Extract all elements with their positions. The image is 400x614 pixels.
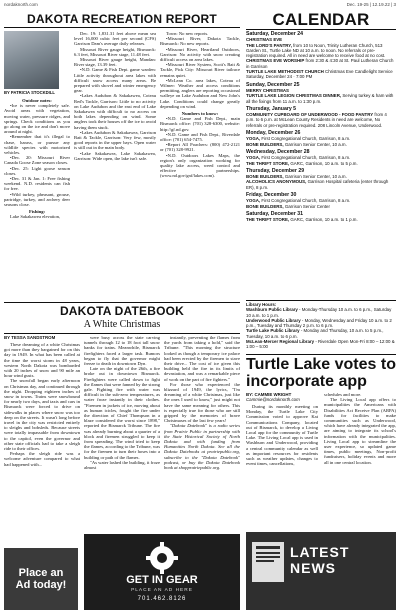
report-item: •Lake Sakakawea, Lake Sakakawea, Garrison: Wide open, the lake isn't safe. bbox=[74, 150, 156, 161]
report-item: •Lakes Audubon & Sakakawea, Coteau Red's Tackle, Garrison: Little to no activity on Lake Audubon and the east end of Lake Sakakawea with difficult to no access on both lakes depending on wind. Some anglers took their houses off the ice to avoid having them stuck. bbox=[74, 93, 156, 130]
divider bbox=[4, 27, 240, 28]
calendar-item: THE LORD'S PANTRY, from 10 to Noon, Trinity Lutheran Church, 513 Garden St., Turtle Lake ND at 10 a.m. to noon. No referrals or pre-registration required. All in need are welcome to receive food at no cost. bbox=[246, 42, 386, 59]
place-ad-box[interactable] bbox=[4, 548, 78, 610]
fishing-title: Fishing: bbox=[28, 209, 46, 215]
report-item: •Missouri River System, Scott's Bait & Tackle, Pick City: Missouri River tailrace remains quiet. bbox=[160, 62, 240, 78]
paragraph: schedules and more. bbox=[324, 392, 362, 397]
note-item: •Remember that it's illegal to chase, harass, or pursue any wildlife species with motorized vehicles. bbox=[4, 134, 70, 156]
calendar-date: Friday, December 30 bbox=[246, 192, 297, 199]
calendar-item: THE THRIFT STORE, GARC, Garrison, 10 a.m. to 5 p.m. bbox=[246, 160, 358, 166]
library-item: Washburn Public Library - Monday-Thursday 10 a.m. to 6 p.m., Saturday 10 a.m. to 1 p.m. bbox=[246, 307, 392, 318]
calendar-item: YOGA, First Congregational Church, Garrison, 8 a.m. bbox=[246, 155, 351, 161]
library-title: Library Hours: bbox=[246, 302, 277, 307]
calendar-item: CHRISTMAS EVE bbox=[246, 37, 283, 43]
issue-info: Dec. 19-25 | 12.19.22 | 3 bbox=[346, 2, 396, 7]
paragraph: were busy across the state carving tunnels through 12 to 18 foot tall snow banks for trains. Meanwhile, Bismarck firefighters faced a larger task. Rumors began to fly that the governor might freeze to death in downtown Dyn. bbox=[84, 335, 160, 367]
datebook-col-1 bbox=[4, 342, 80, 467]
calendar-item: YOGA, First Congregational Church, Garrison, 8 a.m. bbox=[246, 198, 351, 204]
turtle-col-2 bbox=[324, 392, 396, 465]
get-in-gear-ad[interactable] bbox=[84, 534, 240, 610]
note-item: •Ice is never completely safe. Avoid areas with vegetation, moving water, pressure ridges, and springs. Check conditions as you go along on the ice and don't move around at night. bbox=[4, 103, 70, 135]
gear-title: GET IN GEAR bbox=[126, 574, 198, 586]
site-name: nordaknorth.com bbox=[4, 2, 38, 7]
report-item: •Missouri River, Dakota Tackle, Bismarck: No new reports. bbox=[160, 36, 240, 47]
author-photo bbox=[4, 31, 59, 89]
turtle-email[interactable]: Cammie@nordaknorth.com bbox=[246, 397, 300, 403]
report-item: Dec. 19: 1,831.31 feet above mean sea level 16,000 cubic feet per second (CFS) Garrison Dam's average daily releases. bbox=[74, 31, 156, 47]
outdoor-col-3 bbox=[160, 31, 240, 179]
calendar-headline: CALENDAR bbox=[272, 10, 370, 29]
library-item: Turtle Lake Public Library - Monday and Thursday, 10 a.m. to 5 p.m., Tuesday, 10 a.m. to 6 p.m. bbox=[246, 328, 384, 339]
calendar-item: COMMUNITY CUPBOARD OF UNDERWOOD - FOOD PANTRY from 4 p.m. to 6 p.m. at McLean County Residents in need are welcome, No referrals or pre-registration required. 208 Lincoln Avenue, Underwood. bbox=[246, 112, 387, 128]
library-item: McLean-Mercer Regional Library - Riverdale Open Mon-Fri 8:00 – 12:00 & 1:00 – 5:00 bbox=[246, 339, 395, 350]
number-item: •N.D. Outdoors Lakes Maps, the region's only organization working for quality lake access, weed control and effective partnerships. (www.nd.gov/gnf/lakes.com). bbox=[160, 152, 240, 179]
paragraph: The snowfall began early afternoon on Christmas day, and continued through the night. Dropping eighteen inches of snow in towns. Trains were snowbound for nearly two days, and taxis and cars in Bismarck were forced to drive on sidewalks in places where snow was too deep on the streets. It wasn't long before travel in the city was restricted entirely to sleighs and bobsleds. Because streets were totally impassable from downtown to the capitol, even the governor and other state officials had to take a sleigh ride to their offices. bbox=[4, 378, 80, 452]
datebook-headline: DAKOTA DATEBOOK bbox=[59, 304, 185, 318]
turtle-col-1 bbox=[246, 404, 318, 466]
report-item: Town: No new reports. bbox=[166, 31, 209, 36]
calendar-item: BONE BUILDERS, Garrison Senior Center bbox=[246, 203, 330, 209]
paragraph: "As water lashed the building, it froze almost bbox=[84, 459, 160, 471]
numbers-title: Numbers to know: bbox=[181, 111, 219, 117]
page-header bbox=[4, 2, 396, 10]
number-item: •Report All Poachers: (800) 472-2121 or (701) 328-9921. bbox=[160, 142, 240, 153]
outdoor-col-1 bbox=[4, 98, 70, 220]
calendar-date: Thursday, December 29 bbox=[246, 167, 305, 174]
calendar-item: ALCOHOLICS ANONYMOUS, Garrison Hospital cafeteria (enter through ER), 8 p.m. bbox=[246, 179, 389, 190]
fishing-text: Lake Sakakawea elevation, bbox=[10, 214, 61, 220]
paragraph: instantly, preventing the flames from the yards from taking a hold," said the Tribune. "This morning the structure looked as though a temporary ice palace had been erected by the firemen to stave their drive... The cost of ice given this building held the fire in its limits of devastation, and was a remarkable piece of work on the part of fire fighters." bbox=[164, 335, 240, 382]
notes-title: Outdoor notes: bbox=[22, 98, 52, 103]
latest-news-banner[interactable] bbox=[246, 532, 396, 610]
recreation-headline: DAKOTA RECREATION REPORT bbox=[27, 12, 217, 26]
turtle-byline: BY: CAMMIE WRIGHT bbox=[246, 392, 292, 397]
divider bbox=[246, 354, 396, 355]
calendar-date: Saturday, December 31 bbox=[246, 210, 303, 217]
turtle-headline: Turtle Lake votes to incorporate app bbox=[246, 356, 396, 390]
divider bbox=[246, 300, 396, 301]
note-item: •Dec. 25: Light goose season closes. bbox=[4, 165, 70, 176]
note-item: •Dec. 20: Missouri River Canada Goose Zone season closes. bbox=[4, 155, 70, 166]
calendar-item: CHRISTMAS EVE WORSHIP from 2:30 & 4:30 at St. Paul Lutheran Church in Garrison bbox=[246, 58, 394, 69]
number-item: •N.D. Game and Fish Dept., Riverdale office: (701) 654-7475. bbox=[160, 131, 240, 143]
paragraph: Perhaps the sleigh ride was a welcome adventure compared to what had happened with... bbox=[4, 451, 80, 467]
ad-line-1: Place an bbox=[18, 567, 64, 579]
paragraph: These dreaming of a white Christmas got more than they bargained for on this day in 1949. In what has been called at the time the worst storm in 48 years, western North Dakota was bombarded with 20 inches of snow and 90 mile an hour wind gusts. bbox=[4, 342, 80, 379]
paragraph: The Living Local app offers to municipalities the Americans with Disabilities Act Receive Plan (ARPA) funds for facilities to make communities such as Underwood, which have already integrated the app, are aiming to integrate its school's information with the municipalities. Living Local app to streamline the user experience, so updated game times, public meetings, Non-profit fundraisers, holiday events and more all in one central location. bbox=[324, 397, 396, 465]
datebook-col-3 bbox=[164, 335, 240, 470]
note-item: •Wild turkey, pheasant, grouse, partridge, turkey, and archery deer seasons close. bbox=[4, 191, 70, 208]
datebook-byline: BY TESSA SANDSTROM bbox=[4, 335, 56, 340]
calendar-item: YOGA, First Congregational Church, Garrison, 8 a.m. bbox=[246, 136, 351, 142]
report-item: •Lakes Audubon & Sakakawea, Garrison Bait & Tackle, Garrison: Very few, mostly good reports in the upper bays. Open water is still out in the main body. bbox=[74, 129, 156, 151]
calendar-item: THE THRIFT STORE, GARC, Garrison, 10 a.m. to 1 p.m. bbox=[246, 217, 358, 223]
paragraph: "Dakota Datebook" is a radio series from Prairie Public in partnership with the State Historical Society of North Dakota and with funding from Humanities North Dakota. See all the Dakota Datebooks at prairiepublic.org, subscribe to the "Dakota Datebook" podcast, or buy the Dakota Datebook book at shopprairiepublic.org. bbox=[164, 423, 240, 471]
paragraph: During its monthly meeting on Monday, the Turtle Lake City Commission voted to approve Kat Communications Company, located out of Bismarck, to develop a Living Local app for the community of Turtle Lake. The Living Local app is used in Washburn and Underwood, providing a central community calendar as well as important resources for residents such as weather updates, changes to event times, cancellations, bbox=[246, 404, 318, 467]
library-item: Underwood Public Library - Monday, Wednesday and Friday 10 a.m. to 2 p.m., Tuesday and Thursday 2 p.m. to 6 p.m. bbox=[246, 317, 392, 329]
library-hours bbox=[246, 302, 396, 350]
ad-line-2: Ad today! bbox=[15, 579, 67, 591]
divider bbox=[4, 302, 240, 303]
outdoor-byline: BY PATRICIA STOCKDILL bbox=[4, 90, 55, 95]
latest-news-text: LATEST NEWS bbox=[290, 544, 350, 576]
outdoor-col-2 bbox=[74, 31, 156, 161]
divider bbox=[4, 333, 240, 334]
datebook-col-2 bbox=[84, 335, 160, 470]
calendar-item: TURTLE LAKE LEGION CHRISTMAS DINNER, Serving turkey & ham with all the fixings from 11 a.m. to 1:30 p.m. bbox=[246, 93, 394, 104]
calendar-item: BONE BUILDERS, Garrison Senior Center, 10 a.m. bbox=[246, 141, 347, 147]
report-item: •Missouri River, Heartland Outdoors, Garrison: No activity with snow creating difficult access on area lakes. bbox=[160, 46, 240, 63]
calendar-item: TURTLE LAKE METHODIST CHURCH Christmas Eve Candlelight Service Saturday, December 24 · 7:00 PM bbox=[246, 69, 393, 80]
note-item: •Dec. 31 & Jan. 1: Free fishing weekend. N.D. residents can fish for free. bbox=[4, 176, 70, 192]
gear-phone[interactable]: 701.462.8126 bbox=[137, 596, 187, 602]
calendar-date: Sunday, December 25 bbox=[246, 81, 300, 88]
report-item: •McLean Co. area lakes, Coteau of Wilmer: Weather and access conditions permitting, anglers are reporting occasional walleye on Lake Audubon and New John's Lake. Conditions could change greatly depending on wind. bbox=[160, 77, 240, 109]
number-item: •N.D. Game and Fish Dept., main Bismarck office: (701) 328-6300, website: http://gf.nd.gov. bbox=[160, 116, 240, 132]
calendar-list bbox=[246, 29, 396, 223]
datebook-subhead: A White Christmas bbox=[83, 319, 161, 330]
calendar-date: Wednesday, December 28 bbox=[246, 148, 310, 155]
paragraph: Late on the night of the 26th, a fire broke out in downtown Bismarck. Firefighters were called down to fight the flames that were fanned by the strong gale. Fighting fire with water was difficult in the sub-zero temperatures, as water froze instantly in their clothes. "Firemen in jackets of ice, moving about as human icicles, fought the fire under the direction of Chief Thompson in a blaze considered the worst since 1898," reported the Bismarck Tribune. The fire was already burning about a quarter of a block and firemen struggled to keep it from spreading. The wind tried to keep the flames, according to the Tribune, was for the firemen to turn their hoses into a building or path of the flames. bbox=[84, 366, 160, 460]
calendar-date: Monday, December 26 bbox=[246, 130, 301, 137]
report-item: Missouri River gauge height, Mandan: River stage, 13.39 feet. bbox=[74, 57, 156, 68]
gear-subtitle: PLACE AN AD HERE bbox=[131, 588, 193, 593]
calendar-date: Saturday, December 24 bbox=[246, 31, 303, 37]
calendar-item: BONE BUILDERS, Garrison Senior Center, 10 a.m. bbox=[246, 174, 347, 180]
calendar-date: Thursday, January 5 bbox=[246, 105, 297, 112]
report-item: •N.D. Game & Fish Dept. game warden: Little activity throughout area lakes with difficult snow access many areas. Be prepared with shovel and winter emergency gear. bbox=[74, 67, 156, 94]
report-item: Missouri River gauge height, Bismarck: 6.3 feet, Missouri River stage, 11.48 feet. bbox=[74, 46, 156, 57]
calendar-item: MERRY CHRISTMAS bbox=[246, 87, 289, 93]
paragraph: For those who experienced the blizzard of 1949, the lyrics, "I'm dreaming of a white Christmas, just like the ones I used to know," just might not have the same meaning for others. This is especially true for those who are still gripped by the memories of brave Christmases of the last few years! bbox=[164, 381, 240, 424]
